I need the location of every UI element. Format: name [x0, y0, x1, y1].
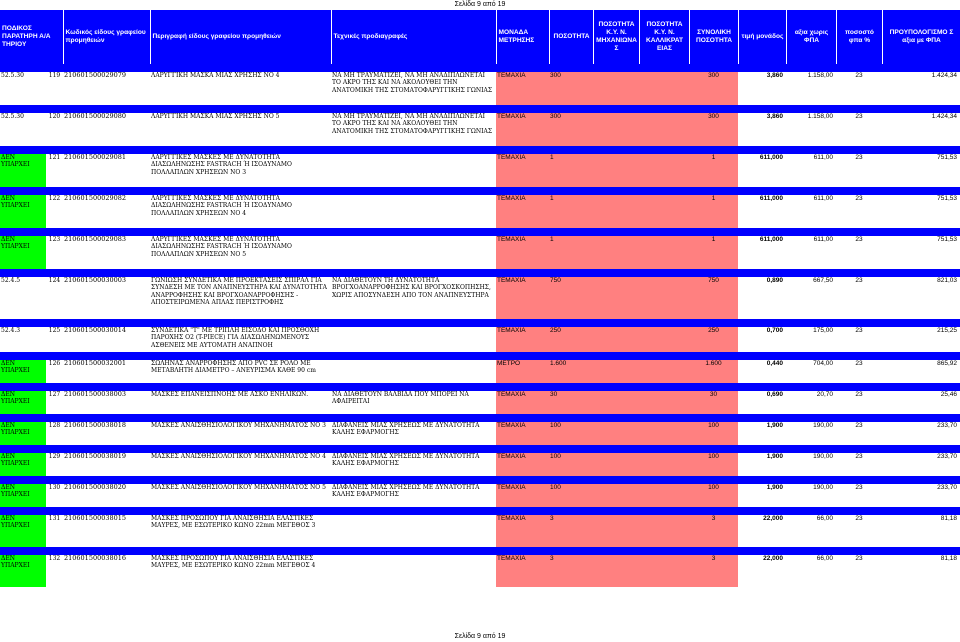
col-header-budget-gross: ΠΡΟΥΠΟΛΟΓΙΣΜΟ Σ αξια με ΦΠΑ: [882, 10, 960, 64]
cell-quantity-kallikrateia: [639, 515, 689, 547]
cell-vat-percent: 23: [855, 391, 863, 398]
table-row: [0, 113, 960, 146]
cell-quantity-michaniona: [593, 515, 639, 547]
row-separator: [0, 547, 960, 555]
table-row: [0, 154, 960, 187]
cell-description: ΓΩΝΙΩΣΗ ΣΥΝΔΕΤΙΚΑ ΜΕ ΠΡΟΕΚΤΑΣΕΙΣ ΣΠΙΡΑΛ ΓΙΑ ΣΥΝΔΕΣΗ ΜΕ ΤΟΝ ΑΝΑΠΝΕΥΣΤΗΡΑ ΚΑΙ ΔΥΝΑΤΟΤΗΤΑ ΑΝΑΡΡΟΦΗΣΗΣ ΚΑΙ ΒΡΟΓΧΟΑΝΑΡΡΟΦΗΣΗΣ - ΑΠΟΣΤΕΙΡΩΜΕΝΑ ΑΠΛΑΣ ΠΕΡΙΣΤΡΟΦΗΣ: [151, 277, 328, 307]
row-separator-cell: [0, 269, 960, 277]
cell-aa: 125: [48, 327, 61, 334]
row-separator: [0, 476, 960, 484]
cell-unit-price: 0,440: [766, 360, 783, 367]
cell-budget-gross: 751,53: [937, 236, 957, 243]
cell-aa: 130: [48, 484, 61, 491]
cell-budget-gross: 81,18: [940, 515, 957, 522]
cell-description: ΛΑΡΥΓΓΙΚΗ ΜΑΣΚΑ ΜΙΑΣ ΧΡΗΣΗΣ ΝΟ 4: [151, 72, 280, 79]
cell-observatory: ΔΕΝ ΥΠΑΡΧΕΙ: [0, 555, 46, 587]
cell-quantity-michaniona: [593, 72, 639, 105]
cell-net-value: 611,00: [813, 154, 833, 161]
supplies-table: [0, 10, 960, 587]
cell-description: ΣΩΛΗΝΑΣ ΑΝΑΡΡΟΦΗΣΗΣ ΑΠΟ PVC ΣΕ ΡΟΛΟ ΜΕ ΜΕΤΑΒΛΗΤΗ ΔΙΑΜΕΤΡΟ – ΑΝΕΥΡΙΣΜΑ ΚΑΘΕ 90 cm: [151, 360, 316, 375]
cell-vat-percent: 23: [855, 484, 863, 491]
cell-specs: [331, 154, 496, 187]
table-row: [0, 72, 960, 105]
cell-specs: ΝΑ ΔΙΑΘΕΤΟΥΝ ΒΑΛΒΙΔΑ ΠΟΥ ΜΠΟΡΕΙ ΝΑ ΑΦΑΙΡΕΙΤΑΙ: [332, 391, 469, 406]
col-header-quantity: ΠΟΣΟΤΗΤΑ: [549, 10, 593, 64]
row-separator: [0, 445, 960, 453]
row-separator: [0, 187, 960, 195]
row-separator: [0, 146, 960, 154]
cell-budget-gross: 81,18: [940, 555, 957, 562]
cell-total-quantity: 100: [689, 422, 738, 445]
cell-unit-price: 1,900: [766, 484, 783, 491]
cell-total-quantity: 1.600: [689, 360, 738, 383]
cell-unit: ΤΕΜΑΧΙΑ: [496, 484, 549, 507]
cell-aa: 121: [48, 154, 61, 161]
cell-budget-gross: 821,03: [937, 277, 957, 284]
cell-budget-gross: 233,70: [937, 484, 957, 491]
cell-net-value: 20,70: [816, 391, 833, 398]
cell-code: 210601500038019: [64, 453, 127, 460]
cell-quantity-kallikrateia: [639, 453, 689, 476]
cell-budget-gross: 751,53: [937, 154, 957, 161]
cell-unit-price: 1,900: [766, 453, 783, 460]
cell-aa: 123: [48, 236, 61, 243]
col-header-unit-price: τιμή μονάδος: [738, 10, 786, 64]
cell-total-quantity: 750: [689, 277, 738, 319]
cell-aa: 129: [48, 453, 61, 460]
cell-code: 210601500038015: [64, 515, 127, 522]
cell-vat-percent: 23: [855, 453, 863, 460]
cell-description: ΣΥΝΔΕΤΙΚΑ "Τ" ΜΕ ΤΡΙΠΛΗ ΕΙΣΟΔΟ ΚΑΙ ΠΡΟΣΘΟΧΗ ΠΑΡΟΧΗΣ Ο2 (T-PIECE) ΓΙΑ ΔΙΑΣΩΛΗΝΩΜΕΝΟΥΣ ΑΣΘΕΝΕΙΣ ΜΕ ΑΥΤΟΜΑΤΗ ΑΝΑΠΝΟΗ: [151, 327, 320, 349]
cell-description: ΜΑΣΚΕΣ ΑΝΑΙΣΘΗΣΙΟΛΟΓΙΚΟΥ ΜΗΧΑΝΗΜΑΤΟΣ ΝΟ 4: [151, 453, 326, 460]
cell-quantity-michaniona: [593, 555, 639, 587]
cell-quantity-kallikrateia: [639, 327, 689, 352]
cell-unit: ΤΕΜΑΧΙΑ: [496, 236, 549, 269]
cell-unit-price: 1,900: [766, 422, 783, 429]
table-body: [0, 64, 960, 587]
cell-total-quantity: 30: [689, 391, 738, 414]
cell-code: 210601500038016: [64, 555, 127, 562]
cell-vat-percent: 23: [855, 422, 863, 429]
cell-code: 210601500038020: [64, 484, 127, 491]
cell-quantity-kallikrateia: [639, 154, 689, 187]
cell-quantity-michaniona: [593, 391, 639, 414]
cell-observatory: ΔΕΝ ΥΠΑΡΧΕΙ: [0, 154, 46, 187]
row-separator: [0, 269, 960, 277]
cell-unit-price: 3,860: [766, 113, 783, 120]
cell-vat-percent: 23: [855, 277, 863, 284]
table-row: [0, 422, 960, 445]
cell-total-quantity: 300: [689, 113, 738, 146]
cell-specs: ΔΙΑΦΑΝΕΙΣ ΜΙΑΣ ΧΡΗΣΕΩΣ ΜΕ ΔΥΝΑΤΟΤΗΤΑ ΚΑΛΗΣ ΕΦΑΡΜΟΓΗΣ: [332, 484, 480, 499]
cell-aa: 124: [48, 277, 61, 284]
cell-aa: 120: [48, 113, 61, 120]
cell-quantity-kallikrateia: [639, 277, 689, 319]
cell-total-quantity: 250: [689, 327, 738, 352]
cell-vat-percent: 23: [855, 327, 863, 334]
cell-unit-price: 0,690: [766, 391, 783, 398]
cell-unit: ΤΕΜΑΧΙΑ: [496, 195, 549, 228]
cell-observatory: ΔΕΝ ΥΠΑΡΧΕΙ: [0, 391, 46, 414]
cell-vat-percent: 23: [855, 555, 863, 562]
cell-unit: ΤΕΜΑΧΙΑ: [496, 72, 549, 105]
cell-quantity: 300: [549, 72, 593, 105]
cell-specs: ΝΑ ΜΗ ΤΡΑΥΜΑΤΙΖΕΙ, ΝΑ ΜΗ ΑΝΑΔΙΠΛΩΝΕΤΑΙ ΤΟ ΑΚΡΟ ΤΗΣ ΚΑΙ ΝΑ ΑΚΟΛΟΥΘΕΙ ΤΗΝ ΑΝΑΤΟΜΙΚΗ ΤΗΣ ΣΤΟΜΑΤΟΦΑΡΥΓΓΙΚΗΣ ΓΩΝΙΑΣ: [332, 113, 493, 135]
cell-net-value: 667,50: [813, 277, 833, 284]
cell-quantity-michaniona: [593, 113, 639, 146]
row-separator-cell: [0, 383, 960, 391]
col-header-total-quantity: ΣΥΝΟΛΙΚΗ ΠΟΣΟΤΗΤΑ: [689, 10, 738, 64]
cell-unit: ΤΕΜΑΧΙΑ: [496, 453, 549, 476]
cell-vat-percent: 23: [855, 154, 863, 161]
cell-net-value: 1.158,00: [807, 113, 833, 120]
cell-observatory: ΔΕΝ ΥΠΑΡΧΕΙ: [0, 195, 46, 228]
table-row: [0, 195, 960, 228]
cell-unit-price: 22,000: [763, 515, 783, 522]
col-header-specs: Τεχνικές προδιαγραφές: [331, 10, 496, 64]
cell-unit-price: 611,000: [759, 236, 783, 243]
table-row: [0, 277, 960, 319]
row-separator-cell: [0, 146, 960, 154]
cell-vat-percent: 23: [855, 360, 863, 367]
cell-quantity: 1.600: [549, 360, 593, 383]
cell-total-quantity: 100: [689, 484, 738, 507]
cell-specs: [331, 327, 496, 352]
cell-aa: 131: [48, 515, 61, 522]
cell-description: ΛΑΡΥΓΓΙΚΕΣ ΜΑΣΚΕΣ ΜΕ ΔΥΝΑΤΟΤΗΤΑ ΔΙΑΣΩΛΗΝΩΣΗΣ FASTRACH Ή ΙΣΟΔΥΝΑΜΟ ΠΟΛΛΑΠΛΩΝ ΧΡΗΣΕΩΝ ΝΟ 5: [151, 236, 292, 258]
cell-quantity-michaniona: [593, 236, 639, 269]
cell-specs: ΔΙΑΦΑΝΕΙΣ ΜΙΑΣ ΧΡΗΣΕΩΣ ΜΕ ΔΥΝΑΤΟΤΗΤΑ ΚΑΛΗΣ ΕΦΑΡΜΟΓΗΣ: [332, 422, 480, 437]
cell-observatory: ΔΕΝ ΥΠΑΡΧΕΙ: [0, 453, 46, 476]
row-separator-cell: [0, 476, 960, 484]
cell-net-value: 704,00: [813, 360, 833, 367]
cell-unit: ΤΕΜΑΧΙΑ: [496, 327, 549, 352]
cell-specs: [331, 360, 496, 383]
row-separator: [0, 383, 960, 391]
cell-quantity: 1: [549, 154, 593, 187]
col-header-vat-percent: ποσοστό φπα %: [836, 10, 882, 64]
cell-quantity-kallikrateia: [639, 113, 689, 146]
cell-total-quantity: 300: [689, 72, 738, 105]
cell-net-value: 175,00: [813, 327, 833, 334]
col-header-quantity-michaniona: ΠΟΣΟΤΗΤΑ Κ.Υ. Ν. ΜΗΧΑΝΙΩΝΑ Σ: [593, 10, 639, 64]
cell-budget-gross: 233,70: [937, 422, 957, 429]
row-separator-cell: [0, 445, 960, 453]
cell-specs: ΔΙΑΦΑΝΕΙΣ ΜΙΑΣ ΧΡΗΣΕΩΣ ΜΕ ΔΥΝΑΤΟΤΗΤΑ ΚΑΛΗΣ ΕΦΑΡΜΟΓΗΣ: [332, 453, 480, 468]
cell-aa: 126: [48, 360, 61, 367]
cell-unit-price: 0,890: [766, 277, 783, 284]
cell-budget-gross: 233,70: [937, 453, 957, 460]
row-separator: [0, 414, 960, 422]
cell-aa: 132: [48, 555, 61, 562]
cell-quantity-michaniona: [593, 154, 639, 187]
cell-quantity: 3: [549, 515, 593, 547]
cell-total-quantity: 3: [689, 555, 738, 587]
cell-observatory: 52.5.30: [1, 72, 24, 79]
cell-quantity-michaniona: [593, 195, 639, 228]
cell-quantity-kallikrateia: [639, 391, 689, 414]
cell-description: ΜΑΣΚΕΣ ΑΝΑΙΣΘΗΣΙΟΛΟΓΙΚΟΥ ΜΗΧΑΝΗΜΑΤΟΣ ΝΟ 3: [151, 422, 326, 429]
cell-description: ΜΑΣΚΕΣ ΑΝΑΙΣΘΗΣΙΟΛΟΓΙΚΟΥ ΜΗΧΑΝΗΜΑΤΟΣ ΝΟ 5: [151, 484, 326, 491]
table-row: [0, 484, 960, 507]
cell-aa: 127: [48, 391, 61, 398]
cell-code: 210601500030003: [64, 277, 127, 284]
cell-net-value: 66,00: [816, 555, 833, 562]
cell-unit-price: 0,700: [766, 327, 783, 334]
row-separator-cell: [0, 105, 960, 113]
cell-code: 210601500032001: [64, 360, 127, 367]
cell-quantity-michaniona: [593, 453, 639, 476]
row-separator: [0, 64, 960, 72]
cell-vat-percent: 23: [855, 236, 863, 243]
table-row: [0, 360, 960, 383]
cell-unit: ΤΕΜΑΧΙΑ: [496, 515, 549, 547]
cell-budget-gross: 1.424,34: [931, 113, 957, 120]
cell-unit-price: 3,860: [766, 72, 783, 79]
cell-quantity: 100: [549, 484, 593, 507]
cell-specs: [331, 515, 496, 547]
table-row: [0, 555, 960, 587]
row-separator-cell: [0, 352, 960, 360]
cell-quantity-kallikrateia: [639, 422, 689, 445]
cell-quantity-michaniona: [593, 277, 639, 319]
cell-specs: [331, 195, 496, 228]
cell-observatory: 52.4.5: [1, 277, 21, 284]
table-row: [0, 453, 960, 476]
cell-quantity-kallikrateia: [639, 555, 689, 587]
cell-specs: [331, 236, 496, 269]
cell-quantity: 750: [549, 277, 593, 319]
cell-quantity: 300: [549, 113, 593, 146]
cell-code: 210601500038018: [64, 422, 127, 429]
cell-description: ΛΑΡΥΓΓΙΚΕΣ ΜΑΣΚΕΣ ΜΕ ΔΥΝΑΤΟΤΗΤΑ ΔΙΑΣΩΛΗΝΩΣΗΣ FASTRACH Ή ΙΣΟΔΥΝΑΜΟ ΠΟΛΛΑΠΛΩΝ ΧΡΗΣΕΩΝ ΝΟ 4: [151, 195, 292, 217]
col-header-net-value: αξια χωρις ΦΠΑ: [786, 10, 836, 64]
cell-total-quantity: 100: [689, 453, 738, 476]
cell-description: ΛΑΡΥΓΓΙΚΗ ΜΑΣΚΑ ΜΙΑΣ ΧΡΗΣΗΣ ΝΟ 5: [151, 113, 280, 120]
page-number-bottom: Σελίδα 9 από 19: [454, 633, 506, 640]
cell-unit-price: 22,000: [763, 555, 783, 562]
row-separator-cell: [0, 187, 960, 195]
row-separator: [0, 319, 960, 327]
cell-observatory: ΔΕΝ ΥΠΑΡΧΕΙ: [0, 422, 46, 445]
row-separator-cell: [0, 64, 960, 72]
cell-code: 210601500029079: [64, 72, 127, 79]
cell-code: 210601500029080: [64, 113, 127, 120]
cell-vat-percent: 23: [855, 113, 863, 120]
row-separator-cell: [0, 414, 960, 422]
cell-net-value: 66,00: [816, 515, 833, 522]
row-separator: [0, 228, 960, 236]
row-separator-cell: [0, 507, 960, 515]
cell-quantity-michaniona: [593, 360, 639, 383]
cell-aa: 119: [48, 72, 61, 79]
cell-unit: ΤΕΜΑΧΙΑ: [496, 555, 549, 587]
row-separator: [0, 507, 960, 515]
table-row: [0, 391, 960, 414]
cell-quantity: 30: [549, 391, 593, 414]
cell-net-value: 190,00: [813, 422, 833, 429]
cell-quantity: 100: [549, 422, 593, 445]
cell-specs: [331, 555, 496, 587]
cell-observatory: ΔΕΝ ΥΠΑΡΧΕΙ: [0, 236, 46, 269]
col-header-code: Κωδικός είδους γραφείου προμηθειών: [63, 10, 150, 64]
cell-quantity-kallikrateia: [639, 236, 689, 269]
cell-specs: ΝΑ ΔΙΑΘΕΤΟΥΝ ΤΗ ΔΥΝΑΤΟΤΗΤΑ ΒΡΟΓΧΟΑΝΑΡΡΟΦΗΣΗΣ ΚΑΙ ΒΡΟΓΧΟΣΚΟΠΗΣΗΣ, ΧΩΡΙΣ ΑΠΟΣΥΝΔΕΣΗ ΑΠΟ ΤΟΝ ΑΝΑΠΝΕΥΣΤΗΡΑ: [332, 277, 491, 299]
cell-quantity-kallikrateia: [639, 360, 689, 383]
cell-unit: ΤΕΜΑΧΙΑ: [496, 113, 549, 146]
cell-observatory: 52.5.30: [1, 113, 24, 120]
cell-budget-gross: 865,92: [937, 360, 957, 367]
cell-net-value: 1.158,00: [807, 72, 833, 79]
cell-net-value: 611,00: [813, 236, 833, 243]
cell-quantity: 1: [549, 195, 593, 228]
cell-vat-percent: 23: [855, 72, 863, 79]
cell-net-value: 190,00: [813, 453, 833, 460]
table-row: [0, 327, 960, 352]
cell-unit-price: 611,000: [759, 195, 783, 202]
cell-aa: 128: [48, 422, 61, 429]
cell-total-quantity: 1: [689, 195, 738, 228]
table-row: [0, 515, 960, 547]
row-separator-cell: [0, 228, 960, 236]
cell-unit: ΤΕΜΑΧΙΑ: [496, 391, 549, 414]
cell-quantity-kallikrateia: [639, 195, 689, 228]
cell-quantity-michaniona: [593, 422, 639, 445]
cell-quantity: 250: [549, 327, 593, 352]
cell-description: ΜΑΣΚΕΣ ΠΡΟΣΩΠΟΥ ΓΙΑ ΑΝΑΙΣΘΗΣΙΑ ΕΛΑΣΤΙΚΕΣ ΜΑΥΡΕΣ, ΜΕ ΕΣΩΤΕΡΙΚΟ ΚΩΝΟ 22mm ΜΕΓΕΘΟΣ 3: [151, 515, 316, 530]
col-header-quantity-kallikrateia: ΠΟΣΟΤΗΤΑ Κ.Υ. Ν. ΚΑΛΛΙΚΡΑΤ ΕΙΑΣ: [639, 10, 689, 64]
cell-unit: ΜΕΤΡΟ: [496, 360, 549, 383]
page-number-top: Σελίδα 9 από 19: [454, 1, 506, 8]
cell-quantity: 3: [549, 555, 593, 587]
col-header-observatory: ΠΟΔΙΚΟΣ ΠΑΡΑΤΗΡΗ Α/Α ΤΗΡΙΟΥ: [0, 10, 63, 64]
cell-total-quantity: 3: [689, 515, 738, 547]
col-header-description: Περιγραφή είδους γραφείου προμηθειών: [150, 10, 331, 64]
cell-total-quantity: 1: [689, 154, 738, 187]
cell-quantity: 100: [549, 453, 593, 476]
cell-net-value: 190,00: [813, 484, 833, 491]
cell-quantity-kallikrateia: [639, 484, 689, 507]
cell-budget-gross: 751,53: [937, 195, 957, 202]
cell-quantity-michaniona: [593, 327, 639, 352]
row-separator-cell: [0, 319, 960, 327]
cell-description: ΛΑΡΥΓΓΙΚΕΣ ΜΑΣΚΕΣ ΜΕ ΔΥΝΑΤΟΤΗΤΑ ΔΙΑΣΩΛΗΝΩΣΗΣ FASTRACH Ή ΙΣΟΔΥΝΑΜΟ ΠΟΛΛΑΠΛΩΝ ΧΡΗΣΕΩΝ ΝΟ 3: [151, 154, 292, 176]
cell-quantity-michaniona: [593, 484, 639, 507]
cell-unit: ΤΕΜΑΧΙΑ: [496, 154, 549, 187]
cell-quantity: 1: [549, 236, 593, 269]
cell-description: ΜΑΣΚΕΣ ΠΡΟΣΩΠΟΥ ΓΙΑ ΑΝΑΙΣΘΗΣΙΑ ΕΛΑΣΤΙΚΕΣ ΜΑΥΡΕΣ, ΜΕ ΕΣΩΤΕΡΙΚΟ ΚΩΝΟ 22mm ΜΕΓΕΘΟΣ 4: [151, 555, 316, 570]
col-header-unit: ΜΟΝΑΔΑ ΜΕΤΡΗΣΗΣ: [496, 10, 549, 64]
row-separator: [0, 352, 960, 360]
cell-description: ΜΑΣΚΕΣ ΕΠΑΝΕΙΣΠΝΟΗΣ ΜΕ ΑΣΚΟ ΕΝΗΛΙΚΩΝ.: [151, 391, 309, 398]
cell-quantity-kallikrateia: [639, 72, 689, 105]
cell-unit: ΤΕΜΑΧΙΑ: [496, 422, 549, 445]
cell-observatory: ΔΕΝ ΥΠΑΡΧΕΙ: [0, 360, 46, 383]
cell-code: 210601500029082: [64, 195, 127, 202]
cell-budget-gross: 25,46: [940, 391, 957, 398]
cell-code: 210601500038003: [64, 391, 127, 398]
cell-total-quantity: 1: [689, 236, 738, 269]
cell-observatory: 52.4.3: [1, 327, 21, 334]
cell-budget-gross: 1.424,34: [931, 72, 957, 79]
header-row: [0, 10, 960, 64]
row-separator: [0, 105, 960, 113]
cell-vat-percent: 23: [855, 515, 863, 522]
cell-net-value: 611,00: [813, 195, 833, 202]
cell-observatory: ΔΕΝ ΥΠΑΡΧΕΙ: [0, 515, 46, 547]
cell-unit: ΤΕΜΑΧΙΑ: [496, 277, 549, 319]
cell-code: 210601500029081: [64, 154, 127, 161]
cell-code: 210601500030014: [64, 327, 127, 334]
cell-aa: 122: [48, 195, 61, 202]
cell-specs: ΝΑ ΜΗ ΤΡΑΥΜΑΤΙΖΕΙ, ΝΑ ΜΗ ΑΝΑΔΙΠΛΩΝΕΤΑΙ ΤΟ ΑΚΡΟ ΤΗΣ ΚΑΙ ΝΑ ΑΚΟΛΟΥΘΕΙ ΤΗΝ ΑΝΑΤΟΜΙΚΗ ΤΗΣ ΣΤΟΜΑΤΟΦΑΡΥΓΓΙΚΗΣ ΓΩΝΙΑΣ: [332, 72, 493, 94]
cell-observatory: ΔΕΝ ΥΠΑΡΧΕΙ: [0, 484, 46, 507]
cell-budget-gross: 215,25: [937, 327, 957, 334]
table-row: [0, 236, 960, 269]
row-separator-cell: [0, 547, 960, 555]
cell-unit-price: 611,000: [759, 154, 783, 161]
cell-code: 210601500029083: [64, 236, 127, 243]
cell-vat-percent: 23: [855, 195, 863, 202]
